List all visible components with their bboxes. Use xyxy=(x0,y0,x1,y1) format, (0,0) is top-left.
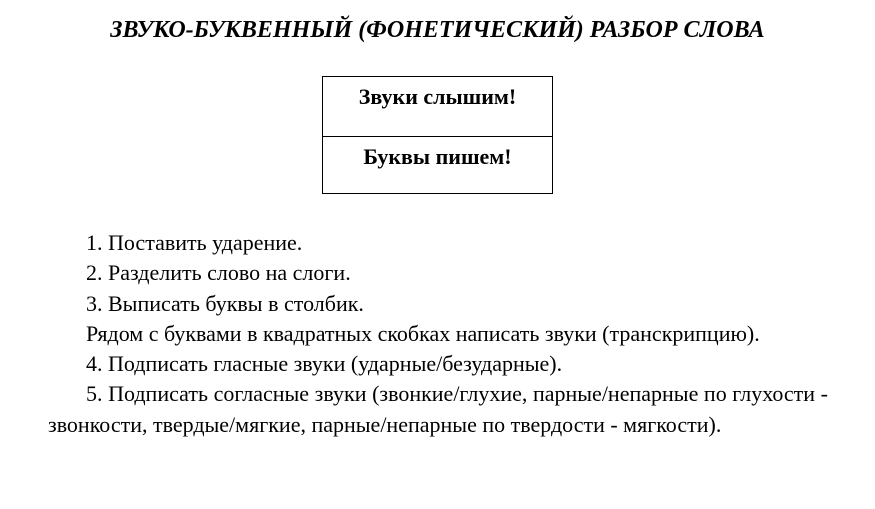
step-item: 2. Разделить слово на слоги. xyxy=(86,260,351,286)
motto-table xyxy=(322,76,553,194)
step-item: Рядом с буквами в квадратных скобках написать звуки (транскрипцию). xyxy=(86,320,760,346)
step-item: 5. Подписать согласные звуки (звонкие/глухие, парные/непарные по глухости - звонкости, твердые/мягкие, парные/непарные по твердости - мягкости). xyxy=(48,381,828,437)
step-item: 1. Поставить ударение. xyxy=(86,230,303,255)
motto-letters: Буквы пишем! xyxy=(363,144,512,169)
step-item: 3. Выписать буквы в столбик. xyxy=(86,290,364,316)
document-title: ЗВУКО-БУКВЕННЫЙ (ФОНЕТИЧЕСКИЙ) РАЗБОР СЛОВА xyxy=(110,17,765,43)
step-item: 4. Подписать гласные звуки (ударные/безударные). xyxy=(86,351,563,377)
motto-sounds: Звуки слышим! xyxy=(323,77,552,137)
steps-list xyxy=(48,228,828,440)
